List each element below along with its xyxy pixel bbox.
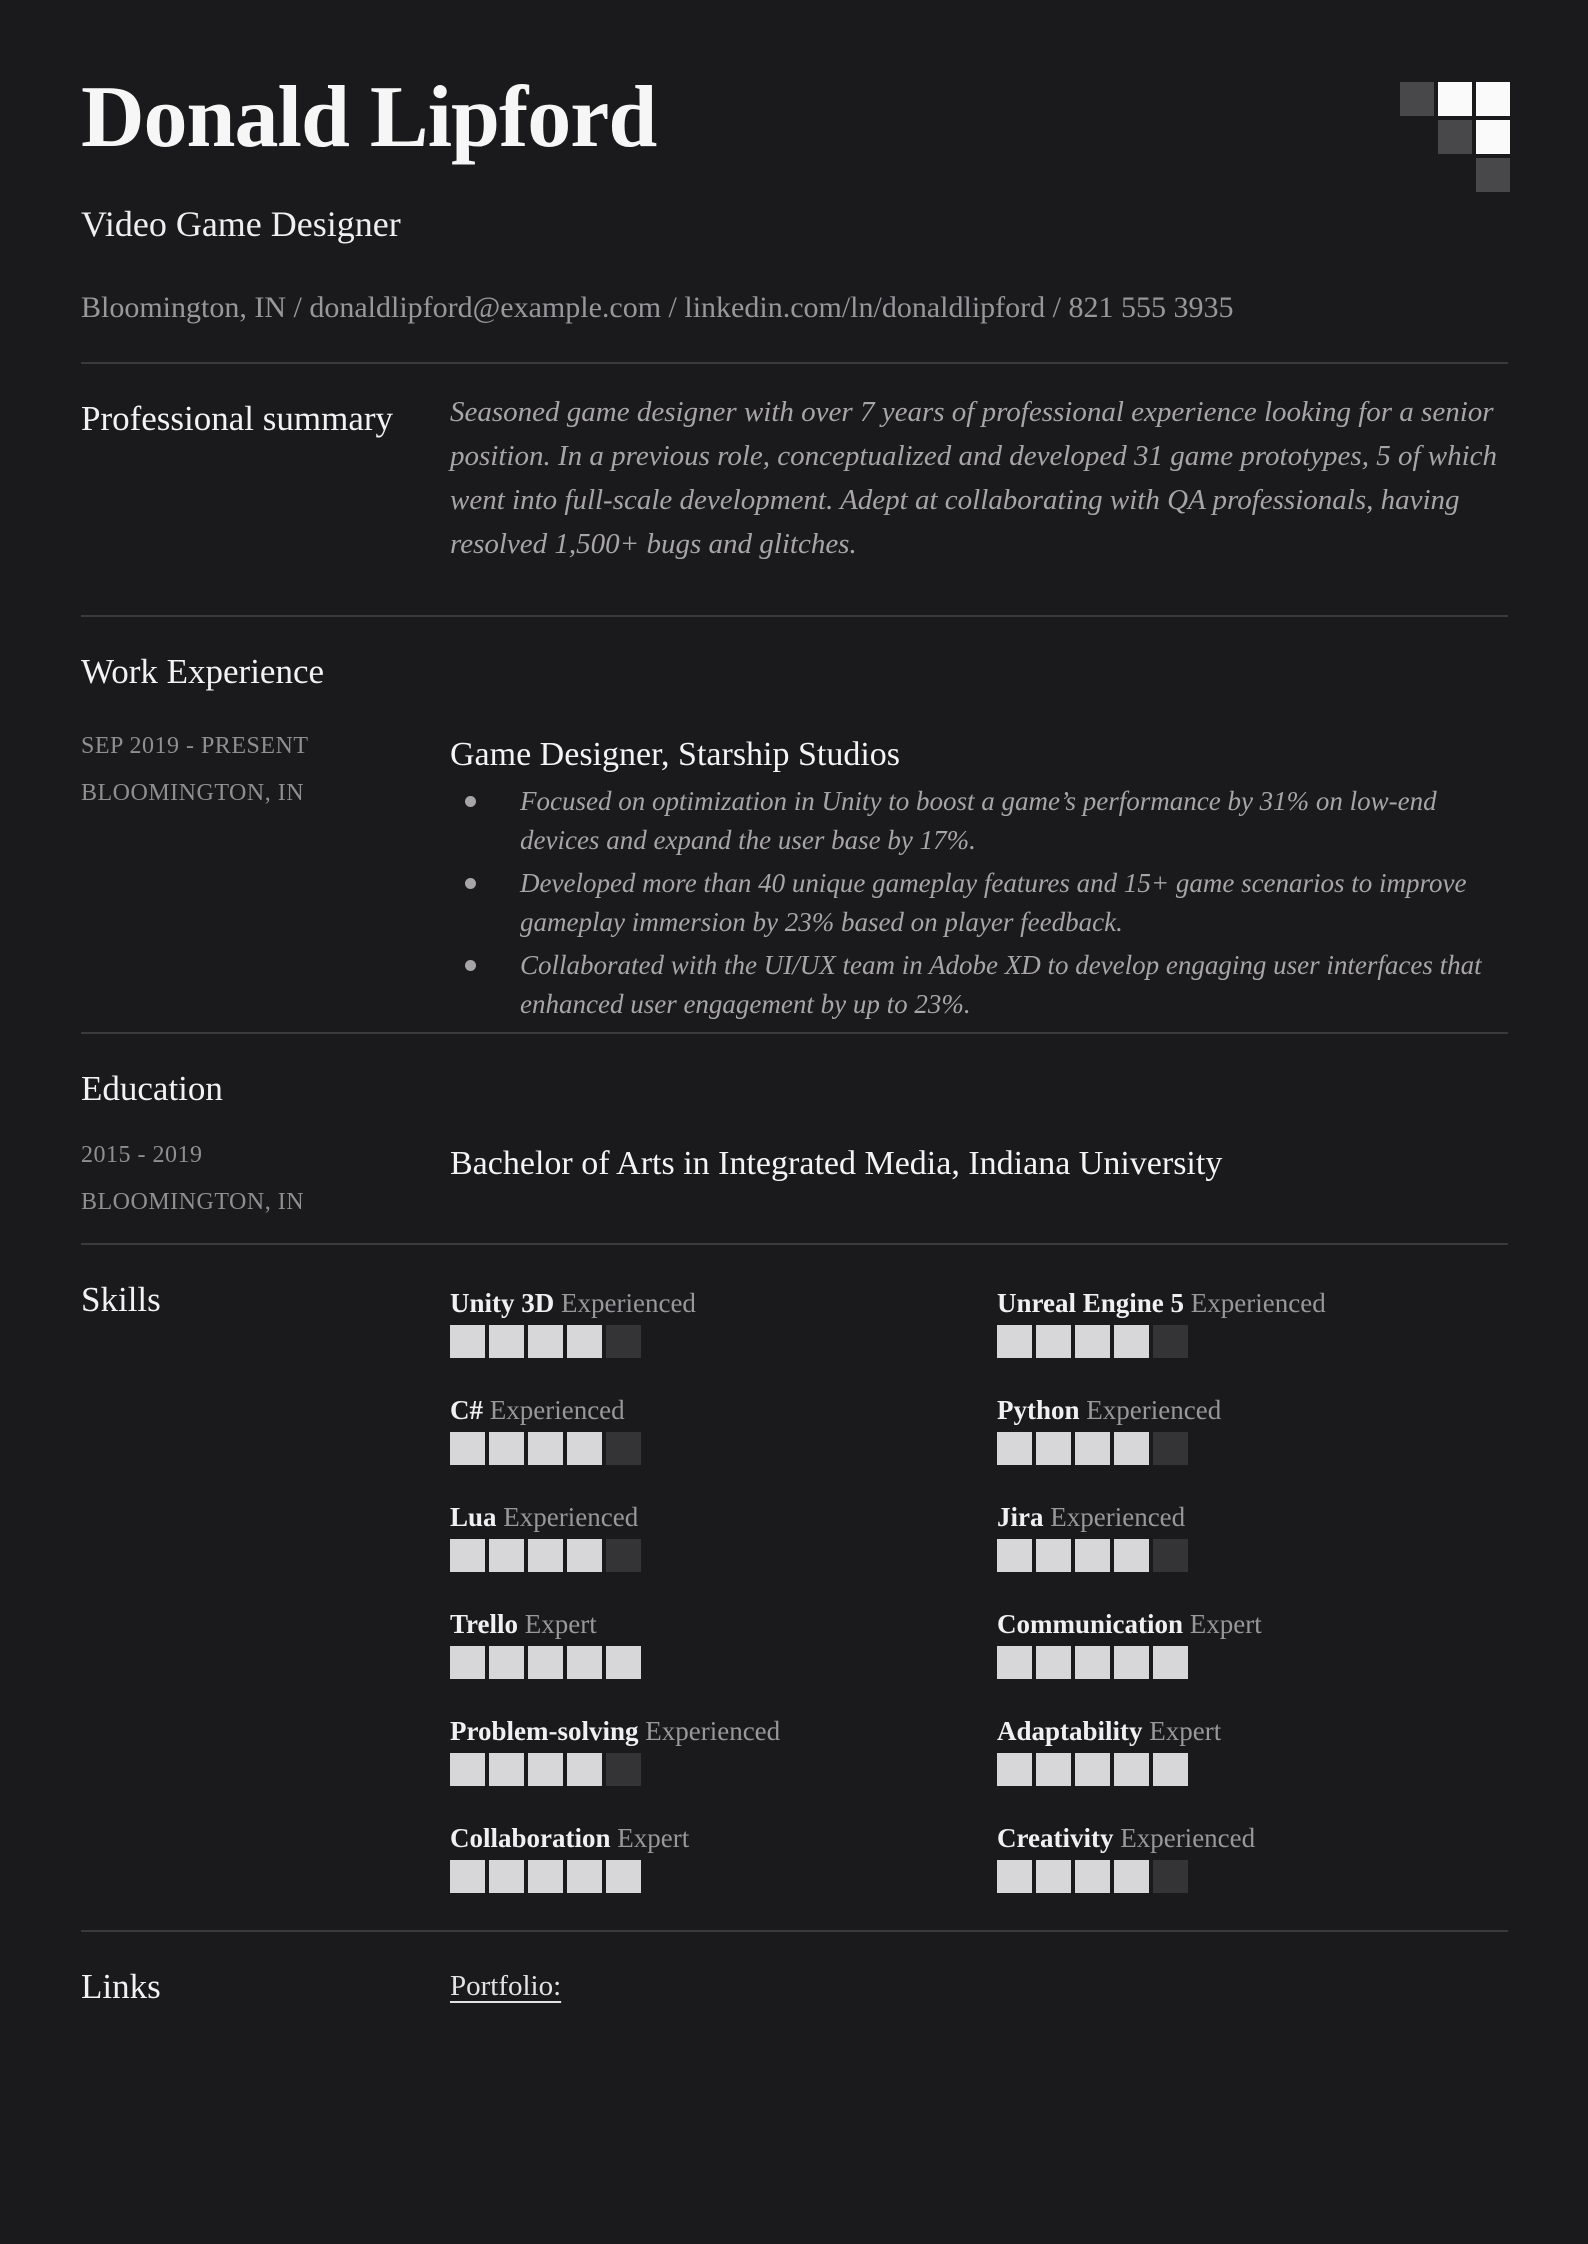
rating-square (489, 1432, 524, 1465)
education-meta (81, 1143, 450, 1214)
rating-square (1075, 1753, 1110, 1786)
skill-name: Trello (450, 1609, 518, 1639)
rating-square (528, 1646, 563, 1679)
skill-item (450, 1501, 997, 1572)
skill-name: Jira (997, 1502, 1044, 1532)
skill-level: Experienced (554, 1288, 696, 1318)
skill-level: Experienced (483, 1395, 625, 1425)
skills-section (81, 1245, 1508, 1930)
pixel-grid-logo (1400, 82, 1510, 192)
skill-level: Experienced (496, 1502, 639, 1532)
rating-square (1075, 1860, 1110, 1893)
rating-square (450, 1646, 485, 1679)
skill-item (997, 1715, 1508, 1786)
rating-square (997, 1753, 1032, 1786)
skill-level: Experienced (1043, 1502, 1186, 1532)
rating-square (450, 1539, 485, 1572)
job-bullet: Focused on optimization in Unity to boost a game’s performance by 31% on low-end devices and expand the user base by 17%. (450, 782, 1508, 860)
white-logo-square (1476, 120, 1510, 154)
rating-square (1036, 1753, 1071, 1786)
skills-heading: Skills (81, 1280, 161, 1319)
rating-square (1153, 1432, 1188, 1465)
rating-square (997, 1646, 1032, 1679)
skill-rating-bar (997, 1860, 1508, 1893)
skill-name: Creativity (997, 1823, 1114, 1853)
rating-square (1075, 1646, 1110, 1679)
rating-square (1114, 1646, 1149, 1679)
job-meta (81, 734, 450, 1028)
job-location: BLOOMINGTON, IN (81, 780, 305, 806)
skill-name: C# (450, 1395, 483, 1425)
rating-square (489, 1646, 524, 1679)
skill-item (997, 1287, 1508, 1358)
rating-square (528, 1432, 563, 1465)
skill-level: Expert (610, 1823, 690, 1853)
education-heading: Education (81, 1069, 223, 1108)
summary-heading: Professional summary (81, 399, 394, 438)
skill-level: Expert (518, 1609, 597, 1639)
rating-square (1114, 1325, 1149, 1358)
rating-square (489, 1860, 524, 1893)
rating-square (997, 1539, 1032, 1572)
skill-item (450, 1715, 997, 1786)
rating-square (1114, 1432, 1149, 1465)
education-content (450, 1143, 1508, 1214)
rating-square (567, 1860, 602, 1893)
skill-rating-bar (450, 1753, 997, 1786)
skill-name: Unreal Engine 5 (997, 1288, 1185, 1318)
gray-logo-square (1400, 82, 1434, 116)
summary-section (81, 364, 1508, 615)
rating-square (567, 1646, 602, 1679)
contact-line: Bloomington, IN / donaldlipford@example.com / linkedin.com/ln/donaldlipford / 821 555 3935 (81, 291, 1234, 324)
rating-square (489, 1753, 524, 1786)
skill-rating-bar (997, 1753, 1508, 1786)
empty-logo-square (1438, 158, 1472, 192)
skill-name: Adaptability (997, 1716, 1143, 1746)
rating-square (606, 1753, 641, 1786)
rating-square (489, 1539, 524, 1572)
rating-square (606, 1432, 641, 1465)
rating-square (997, 1860, 1032, 1893)
rating-square (1075, 1325, 1110, 1358)
job-bullet: Collaborated with the UI/UX team in Adobe XD to develop engaging user interfaces that enhanced user engagement by up to 23%. (450, 946, 1508, 1024)
rating-square (606, 1860, 641, 1893)
work-heading: Work Experience (81, 652, 325, 691)
white-logo-square (1476, 82, 1510, 116)
skill-level: Expert (1183, 1609, 1262, 1639)
skill-item (450, 1394, 997, 1465)
gray-logo-square (1476, 158, 1510, 192)
skills-grid (450, 1287, 1508, 1893)
skill-level: Expert (1142, 1716, 1222, 1746)
skill-item (997, 1822, 1508, 1893)
gray-logo-square (1438, 120, 1472, 154)
rating-square (1036, 1539, 1071, 1572)
candidate-name: Donald Lipford (81, 69, 657, 166)
rating-square (1114, 1753, 1149, 1786)
skill-item (997, 1608, 1508, 1679)
rating-square (567, 1539, 602, 1572)
skill-rating-bar (450, 1432, 997, 1465)
job-bullet: Developed more than 40 unique gameplay features and 15+ game scenarios to improve gameplay immersion by 23% based on player feedback. (450, 864, 1508, 942)
rating-square (528, 1753, 563, 1786)
job-entry (81, 734, 1508, 1028)
rating-square (450, 1325, 485, 1358)
skill-level: Experienced (1184, 1288, 1326, 1318)
skill-rating-bar (997, 1539, 1508, 1572)
skill-name: Python (997, 1395, 1080, 1425)
skill-rating-bar (997, 1325, 1508, 1358)
rating-square (528, 1325, 563, 1358)
rating-square (567, 1753, 602, 1786)
rating-square (997, 1432, 1032, 1465)
links-content (450, 1958, 1508, 2015)
rating-square (528, 1860, 563, 1893)
white-logo-square (1438, 82, 1472, 116)
skill-rating-bar (450, 1325, 997, 1358)
job-dates: SEP 2019 - PRESENT (81, 733, 309, 759)
skill-item (450, 1822, 997, 1893)
skill-name: Collaboration (450, 1823, 611, 1853)
empty-logo-square (1400, 158, 1434, 192)
job-bullet-list (450, 782, 1508, 1024)
rating-square (450, 1753, 485, 1786)
education-location: BLOOMINGTON, IN (81, 1189, 305, 1215)
skill-name: Lua (450, 1502, 497, 1532)
rating-square (606, 1646, 641, 1679)
skill-item (997, 1394, 1508, 1465)
skill-item (997, 1501, 1508, 1572)
rating-square (1114, 1860, 1149, 1893)
skill-level: Experienced (1079, 1395, 1222, 1425)
skill-rating-bar (450, 1646, 997, 1679)
rating-square (1153, 1753, 1188, 1786)
education-entry (81, 1143, 1508, 1214)
skill-rating-bar (997, 1432, 1508, 1465)
rating-square (567, 1432, 602, 1465)
skill-item (450, 1287, 997, 1358)
resume-header (81, 69, 1508, 326)
rating-square (450, 1432, 485, 1465)
rating-square (1075, 1432, 1110, 1465)
skill-rating-bar (450, 1539, 997, 1572)
rating-square (1036, 1646, 1071, 1679)
portfolio-link[interactable]: Portfolio: (450, 1970, 562, 2002)
skill-rating-bar (997, 1646, 1508, 1679)
links-heading: Links (81, 1967, 161, 2006)
rating-square (1153, 1860, 1188, 1893)
education-dates: 2015 - 2019 (81, 1142, 203, 1168)
summary-text: Seasoned game designer with over 7 years of professional experience looking for a senior position. In a previous role, conceptualized and developed 31 game prototypes, 5 of which went into full-scale development. Adept at collaborating with QA professionals, having resolved 1,500+ bugs and glitches. (450, 396, 1498, 560)
rating-square (567, 1325, 602, 1358)
skill-name: Unity 3D (450, 1288, 555, 1318)
skill-level: Experienced (638, 1716, 781, 1746)
skill-name: Communication (997, 1609, 1184, 1639)
empty-logo-square (1400, 120, 1434, 154)
job-title: Game Designer, Starship Studios (450, 736, 901, 773)
skill-rating-bar (450, 1860, 997, 1893)
skills-column (997, 1287, 1508, 1893)
job-content (450, 734, 1508, 1028)
rating-square (1153, 1646, 1188, 1679)
rating-square (606, 1539, 641, 1572)
skill-name: Problem-solving (450, 1716, 639, 1746)
links-section (81, 1932, 1508, 2065)
rating-square (1036, 1325, 1071, 1358)
rating-square (1036, 1432, 1071, 1465)
rating-square (606, 1325, 641, 1358)
candidate-job-title: Video Game Designer (81, 204, 401, 244)
rating-square (528, 1539, 563, 1572)
rating-square (1036, 1860, 1071, 1893)
rating-square (1153, 1539, 1188, 1572)
skill-level: Experienced (1113, 1823, 1256, 1853)
skill-item (450, 1608, 997, 1679)
work-experience-section (81, 617, 1508, 1032)
rating-square (997, 1325, 1032, 1358)
rating-square (1153, 1325, 1188, 1358)
rating-square (450, 1860, 485, 1893)
rating-square (1114, 1539, 1149, 1572)
skills-column (450, 1287, 997, 1893)
rating-square (489, 1325, 524, 1358)
rating-square (1075, 1539, 1110, 1572)
education-degree: Bachelor of Arts in Integrated Media, Indiana University (450, 1145, 1223, 1182)
education-section (81, 1034, 1508, 1243)
